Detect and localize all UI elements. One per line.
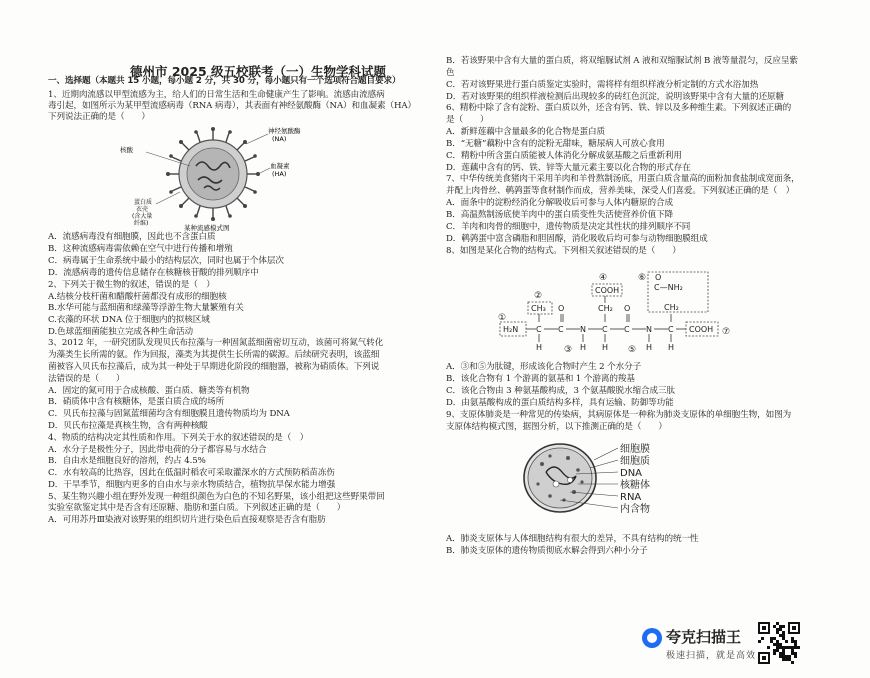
label-ha: 血凝素 [270,162,290,170]
scanner-logo-icon [642,628,662,648]
right_lines-line: 9、支原体肺炎是一种常见的传染病，其病原体是一种称为肺炎支原体的单细胞生物，如图为 [446,410,792,420]
label-rna: RNA [620,492,642,503]
qr-code-icon [758,622,800,664]
left_lines-line: B．硝质体中含有核糖体，是蛋白质合成的场所 [48,397,225,407]
left_lines-line: 为藻类生长所需的氨。作为回报，藻类为其提供生长所需的碳源。后续研究表明，该蓝细 [48,350,380,360]
left_lines-line: D．干旱季节，细胞内更多的自由水与亲水物质结合，植物抗旱保水能力增强 [48,480,336,490]
scanner-brand [640,622,760,670]
right_lines-line: B．高温熬制汤底使羊肉中的蛋白质变性失活使营养价值下降 [446,210,674,220]
label-ha-abbr: (HA) [272,170,287,178]
left_lines-line: A．水分子是极性分子，因此带电荷的分子都容易与水结合 [48,445,267,455]
right_lines-line: D．若对该野果的组织样液检测后出现较多的砖红色沉淀，说明该野果中含有大量的还原糖 [446,92,785,102]
right_lines-line: A．新鲜莲藕中含量最多的化合物是蛋白质 [446,127,605,137]
brand-slogan: 极速扫描，就是高效 [666,651,757,661]
marker-2: ② [534,291,543,301]
marker-5: ⑤ [628,345,637,355]
label-capsid-note: (含大量 [132,213,153,220]
atom-o1: O [558,304,565,313]
atom-h2: H [580,343,587,352]
left_lines-line: A．可用苏丹Ⅲ染液对该野果的组织切片进行染色后直接观察是否含有脂肪 [48,515,326,525]
right_lines-line: C．若对该野果进行蛋白质鉴定实验时，需将样有组织样液分析定制的方式水浴加热 [446,80,759,90]
label-cell-membrane: 细胞膜 [620,444,650,455]
group-ch2: CH₂ [598,304,613,313]
atom-h4: H [646,343,653,352]
right_lines-line: D．由氨基酸构成的蛋白质结构多样，具有运输、防御等功能 [446,398,674,408]
left_lines-line: D．贝氏布拉藻是真核生物，含有两种核酸 [48,421,208,431]
label-dna: DNA [620,468,643,479]
right_lines-line: B．若该野果中含有大量的蛋白质，将双缩脲试剂 A 液和双缩脲试剂 B 液等量混匀，反应呈紫 [446,56,798,66]
marker-1: ① [498,313,507,323]
marker-7: ⑦ [722,327,731,337]
atom-c5: C [668,325,674,334]
left_lines-line: 一、选择题（本题共 15 小题，每小题 2 分，共 30 分，每小题只有一个选项符合题目要求） [48,76,401,86]
label-na-abbr: (NA) [272,135,287,143]
right_lines-line: A．面条中的淀粉经消化分解吸收后可参与人体内糖原的合成 [446,198,673,208]
right_lines-line: B．“无糖”藕粉中含有的淀粉无甜味，糖尿病人可放心食用 [446,139,665,149]
right_lines-line: C．精粉中所含蛋白质能被人体消化分解成氨基酸之后重新利用 [446,151,682,161]
label-nucleic-acid: 核酸 [120,146,133,154]
left_lines-line: B.水华可能与蓝细菌和绿藻等浮游生物大量繁殖有关 [48,303,244,313]
group-ch3: CH₃ [531,304,546,313]
group-nh2: H₂N [503,325,519,334]
atom-o2: O [624,304,631,313]
group-cooh-end: COOH [689,325,714,334]
atom-c2: C [558,325,564,334]
right_lines-line: A．肺炎支原体与人体细胞结构有很大的差异，不具有结构的统一性 [446,534,699,544]
atom-h1: H [536,343,543,352]
label-inclusion: 内含物 [620,504,650,515]
virus-figure [118,122,308,232]
label-na: 神经氨酸酶 [268,127,301,135]
label-capsid: 衣壳 [136,206,149,213]
virus-caption: 某种流感模式图 [184,224,230,232]
left_lines-line: 1、近期肉流感以甲型流感为主，给人们的日常生活和生命健康产生了影响。流感由流感病 [48,90,385,100]
group-conh2: C—NH₂ [654,283,683,292]
right_lines-line: 是（ ） [446,115,489,125]
left_lines-line: 法错误的是（ ） [48,374,125,384]
label-protein: 蛋白质 [134,199,153,206]
atom-c1: C [536,325,542,334]
right_lines-line: 色 [446,68,455,78]
left_lines-line: C.衣藻的环状 DNA 位于细胞内的拟核区域 [48,315,210,325]
right_lines-line: 并配上肉骨丝、鹌鹑蛋等食材制作而成，营养美味，深受人们喜爱。下列叙述正确的是（ ） [446,186,795,196]
exam-title: 德州市 2025 级五校联考（一）生物学科试题 [130,64,386,79]
atom-h3: H [602,343,609,352]
atom-h5: H [668,343,675,352]
left_lines-line: 毒引起，如图所示为某甲型流感病毒（RNA 病毒），其表面有神经氨酸酶（NA）和血凝素（HA） [48,101,417,111]
atom-n1: N [580,325,586,334]
mycoplasma-figure [520,440,700,518]
left_lines-line: 2、下列关于微生物的叙述，错误的是（ ） [48,280,215,290]
right_lines-line: 6、精粉中除了含有淀粉、蛋白质以外，还含有钙、铁、锌以及多种维生素。下列叙述正确的 [446,103,792,113]
label-capsid-note-2: 纤维) [134,220,149,227]
left_lines-line: B．这种流感病毒需依赖在空气中进行传播和增殖 [48,244,233,254]
marker-4: ④ [599,273,608,283]
left_lines-line: 3、2012 年，一研究团队发现贝氏布拉藻与一种固氮蓝细菌密切互动，该菌可将氮气转化 [48,338,384,348]
right_lines-line: B．该化合物有 1 个游离的氨基和 1 个游离的羧基 [446,374,635,384]
left_lines-line: 下列说法正确的是（ ） [48,112,150,122]
right_lines-line: D．鹌鹑蛋中富含磷脂和胆固醇，消化吸收后均可参与动物细胞膜组成 [446,234,708,244]
right_lines-line: C．该化合物由 3 种氨基酸构成，3 个氨基酸脱水缩合成三肽 [446,386,675,396]
group-ch2-b: CH₂ [664,303,679,312]
left_lines-line: A.结核分枝杆菌和醋酸杆菌都没有成形的细胞核 [48,292,227,302]
left_lines-line: A．流感病毒没有细胞膜，因此也不含蛋白质 [48,232,216,242]
left_lines-line: C．水有较高的比热容，因此在低温时稻农可采取灌深水的方式预防稻苗冻伤 [48,468,335,478]
peptide-structure-figure [498,270,758,356]
left_lines-line: C．病毒属于生命系统中最小的结构层次，同时也属于个体层次 [48,256,284,266]
atom-n2: N [646,325,652,334]
right_lines-line: 7、中华传统美食猪肉干采用羊肉和羊骨熬制汤底，用蛋白质含量高的面粉加食盐制成宽面条， [446,174,800,184]
left_lines-line: D.色球蓝细菌能独立完成各种生命活动 [48,327,194,337]
left_lines-line: A．固定的氮可用于合成核酸、蛋白质、糖类等有机物 [48,386,250,396]
left_lines-line: C．贝氏布拉藻与固氮蓝细菌均含有细胞膜且遗传物质均为 DNA [48,409,290,419]
atom-c3: C [602,325,608,334]
right_lines-line: D．莲藕中含有的钙、铁、锌等大量元素主要以化合物的形式存在 [446,163,691,173]
left_lines-line: 4、物质的结构决定其性质和作用。下列关于水的叙述错误的是（ ） [48,433,309,443]
right_lines-line: C．羊肉和肉骨的细胞中，遗传物质是决定其性状的排列顺序不同 [446,222,691,232]
right_lines-line: 支原体结构模式图，据图分析，以下推测正确的是（ ） [446,422,667,432]
group-cooh: COOH [595,286,620,295]
left_lines-line: D．流感病毒的遗传信息储存在核糖核苷酸的排列顺序中 [48,268,259,278]
label-cytoplasm: 细胞质 [620,456,650,467]
marker-6: ⑥ [638,273,647,283]
atom-o3: O [655,273,662,282]
left_lines-line: 菌被容入贝氏布拉藻后，成为其一种处于早期进化阶段的细胞器，被称为硝质体。下列说 [48,362,380,372]
marker-3: ③ [564,345,573,355]
label-ribosome: 核糖体 [620,480,650,491]
right_lines-line: 8、如图是某化合物的结构式。下列相关叙述错误的是（ ） [446,246,681,256]
right_lines-line: A．③和⑤为肽键，形成该化合物时产生 2 个水分子 [446,362,642,372]
left_lines-line: 5、某生物兴趣小组在野外发现一种组织颜色为白色的不知名野果，该小组把这些野果带回 [48,492,385,502]
atom-c4: C [624,325,630,334]
left_lines-line: 实验室欲鉴定其中是否含有还原糖、脂肪和蛋白质。下列叙述正确的是（ ） [48,503,346,513]
virus-body [179,140,247,208]
right_lines-line: B．肺炎支原体的遗传物质彻底水解会得到六种小分子 [446,546,648,556]
brand-name: 夸克扫描王 [666,628,742,646]
left_lines-line: B．自由水是细胞良好的溶剂，约占 4.5% [48,456,206,466]
